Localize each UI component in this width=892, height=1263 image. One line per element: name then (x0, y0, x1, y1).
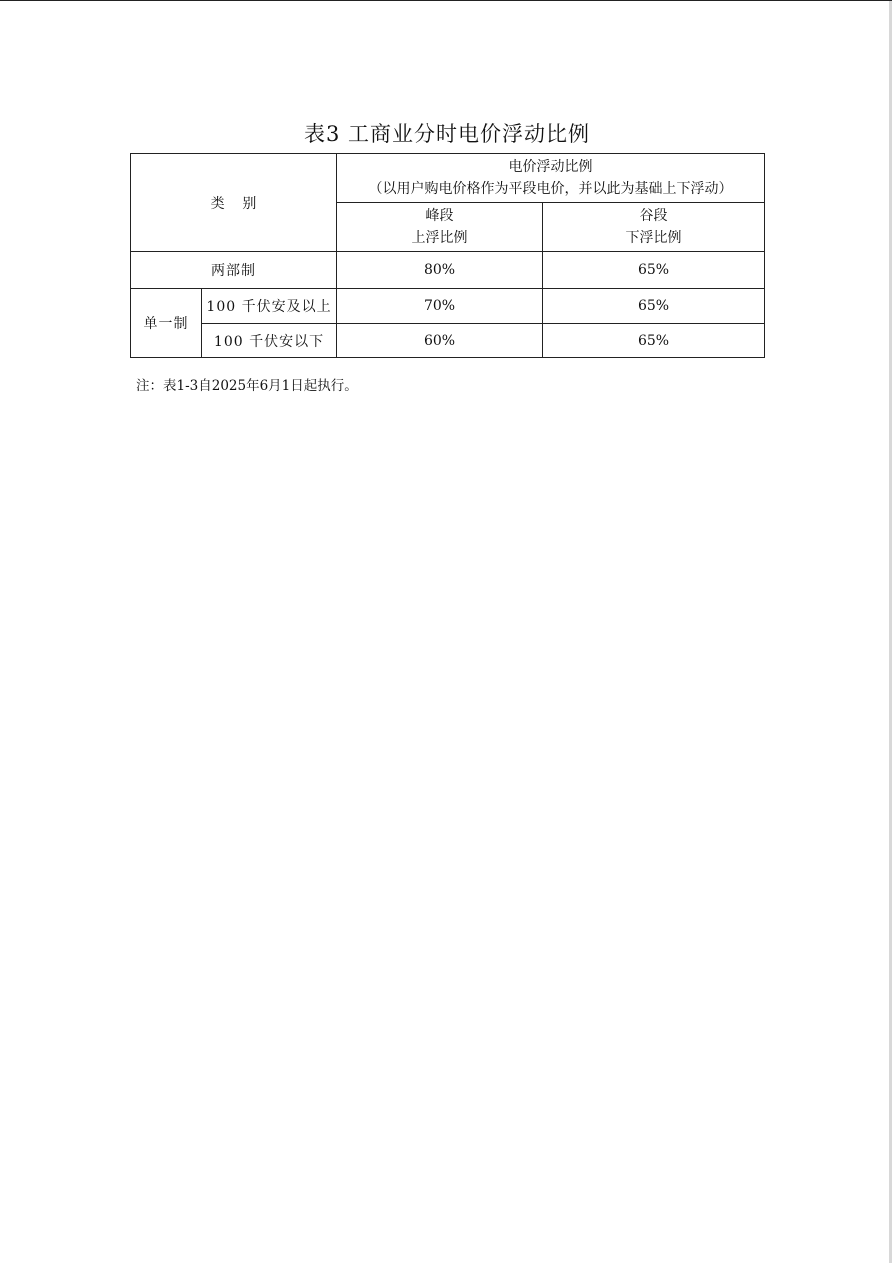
table-title: 表3 工商业分时电价浮动比例 (303, 122, 591, 146)
ratio-header-title: 电价浮动比例 (508, 159, 593, 175)
ratio-header (337, 154, 765, 203)
valley-header-line1: 谷段 (639, 208, 668, 224)
row-valley-value: 65% (543, 289, 765, 324)
category-header (131, 154, 337, 252)
row-peak-value: 70% (337, 289, 543, 324)
price-ratio-table (130, 153, 765, 358)
peak-header-line1: 峰段 (425, 208, 454, 224)
row-group-category: 单一制 (131, 289, 202, 358)
table-row (131, 324, 765, 358)
peak-header-line2: 上浮比例 (411, 230, 468, 246)
table-row (131, 252, 765, 289)
row-subcategory: 100 千伏安以下 (202, 324, 337, 358)
row-peak-value: 60% (337, 324, 543, 358)
row-subcategory: 100 千伏安及以上 (202, 289, 337, 324)
ratio-header-subtitle: （以用户购电价格作为平段电价，并以此为基础上下浮动） (368, 181, 733, 197)
valley-header (543, 203, 765, 252)
table-note: 注：表1-3自2025年6月1日起执行。 (136, 378, 358, 394)
category-header-label: 类 别 (210, 195, 257, 212)
peak-header (337, 203, 543, 252)
row-peak-value: 80% (337, 252, 543, 289)
valley-header-line2: 下浮比例 (625, 230, 682, 246)
row-category: 两部制 (131, 252, 337, 289)
row-valley-value: 65% (543, 324, 765, 358)
row-valley-value: 65% (543, 252, 765, 289)
table-row (131, 289, 765, 324)
